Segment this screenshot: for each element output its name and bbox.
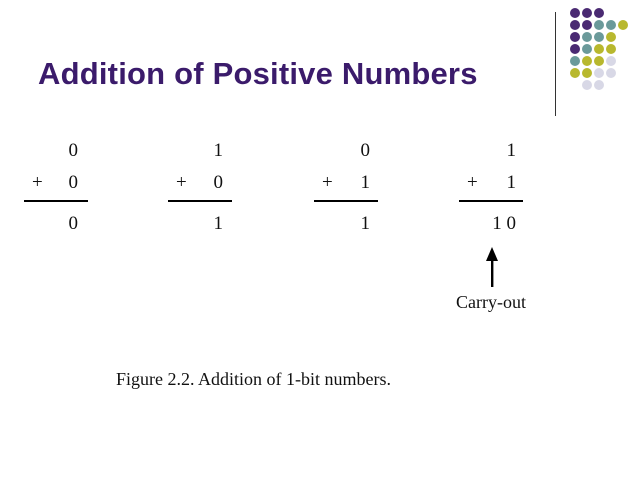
dot [606,32,616,42]
sum-rule [24,200,88,202]
dot [570,56,580,66]
dot [570,32,580,42]
addend-top: 0 [360,140,370,161]
addend-top: 1 [213,140,223,161]
dot [594,68,604,78]
dot [570,8,580,18]
sum-result: 0 [68,213,78,234]
addend-bottom: 1 [506,172,516,193]
dot [606,44,616,54]
dot [594,56,604,66]
dot [594,8,604,18]
plus-sign: + [176,172,187,193]
plus-sign: + [467,172,478,193]
dot [582,44,592,54]
carry-out-label: Carry-out [456,292,526,312]
addend-bottom: 0 [213,172,223,193]
dot [594,20,604,30]
sum-result: 1 [213,213,223,234]
sum-result: 1 0 [492,213,516,234]
slide-title: Addition of Positive Numbers [38,56,478,91]
dot [594,44,604,54]
dot [582,20,592,30]
plus-sign: + [32,172,43,193]
sum-rule [314,200,378,202]
dot [606,68,616,78]
addend-bottom: 0 [68,172,78,193]
sum-rule [168,200,232,202]
addend-top: 1 [506,140,516,161]
figure-caption: Figure 2.2. Addition of 1-bit numbers. [116,369,391,389]
dot [606,56,616,66]
dot [582,8,592,18]
addend-top: 0 [68,140,78,161]
up-arrow-icon [484,247,500,287]
sum-rule [459,200,523,202]
dot [594,80,604,90]
plus-sign: + [322,172,333,193]
sum-result: 1 [360,213,370,234]
decorative-divider [555,12,556,116]
dot [618,20,628,30]
dot [594,32,604,42]
dot [582,80,592,90]
dot [582,56,592,66]
dot [570,44,580,54]
dot [582,68,592,78]
addend-bottom: 1 [360,172,370,193]
decorative-dot-grid [563,8,635,104]
dot [606,20,616,30]
dot [570,20,580,30]
dot [582,32,592,42]
dot [570,68,580,78]
